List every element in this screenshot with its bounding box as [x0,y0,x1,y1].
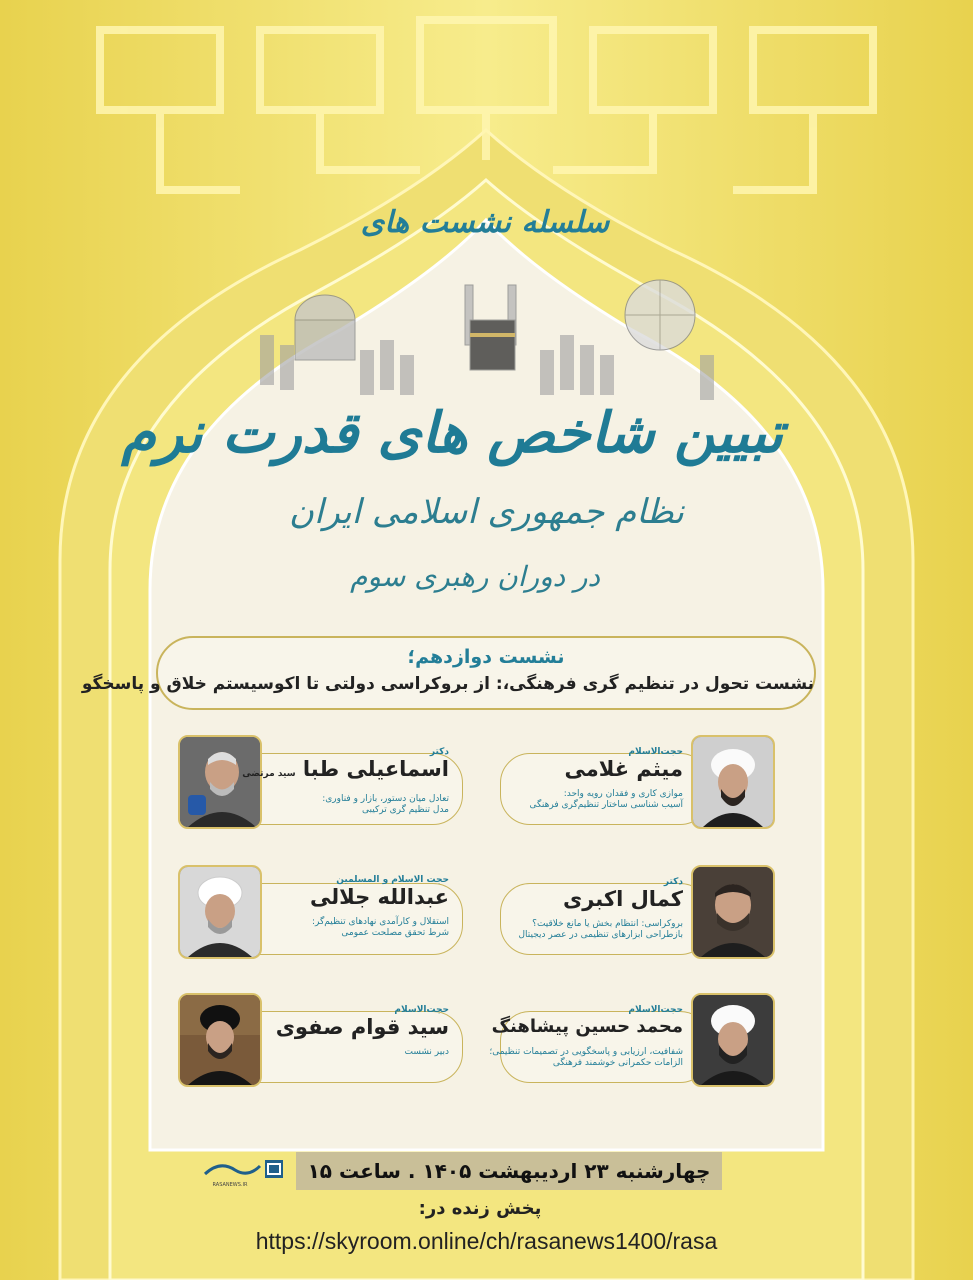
speaker-card [178,865,463,965]
speaker-topic-line-2: شرط تحقق مصلحت عمومی [341,928,449,938]
speaker-photo [691,865,775,959]
session-info-box [81,636,816,710]
date-time-bar: چهارشنبه ۲۳ اردیبهشت ۱۴۰۵ . ساعت ۱۵ [296,1152,722,1190]
speaker-topic-line-1: بروکراسی: انتظام بخش یا مانع خلاقیت؟ [532,919,683,929]
speaker-text [259,1005,449,1058]
speaker-topic-line-1: تعادل میان دستور، بازار و فناوری: [322,794,449,804]
speaker-topic-line-1: شفافیت، ارزیابی و پاسخگویی در تصمیمات تنظیمی؛ [489,1047,683,1057]
main-title: تبیین شاخص های قدرت نرم [121,400,783,466]
speaker-honorific: حجت‌الاسلام [628,1005,683,1015]
speaker-honorific: حجت الاسلام و المسلمین [336,875,449,885]
live-broadcast-label: پخش زنده در: [418,1198,542,1219]
speaker-honorific: دکتر [429,747,449,757]
speaker-text [489,1005,683,1069]
speaker-name: کمال اکبری [562,887,683,911]
speaker-card [500,865,775,965]
speaker-photo [691,993,775,1087]
speaker-card [489,993,775,1093]
speaker-name: میثم غلامی [564,757,683,781]
live-stream-link[interactable]: https://skyroom.online/ch/rasanews1400/rasa [255,1228,718,1254]
speaker-card [500,735,775,835]
series-title: سلسله نشست های [360,205,610,240]
speaker-text [503,747,683,811]
speaker-photo [691,735,775,829]
speaker-text [259,875,449,939]
speaker-name: سید قوام صفوی [275,1015,449,1039]
subtitle-line-1: نظام جمهوری اسلامی ایران [289,492,684,532]
speaker-topic-line-2: الزامات حکمرانی خوشمند فرهنگی [552,1058,683,1068]
session-topic: نشست تحول در تنظیم گری فرهنگی،: از بروکراسی دولتی تا اکوسیستم خلاق و پاسخگو [81,674,814,694]
speaker-role: دبیر نشست [404,1047,449,1057]
session-number: نشست دوازدهم؛ [407,646,565,668]
speaker-card [178,993,463,1093]
speaker-photo [178,865,262,959]
speaker-topic-line-2: آسیب شناسی ساختار تنظیم‌گری فرهنگی [529,800,683,810]
speaker-name-prefix: سید مرتضی [242,769,296,779]
speaker-text [503,877,683,941]
speaker-name [242,757,449,786]
speaker-honorific: حجت‌الاسلام [394,1005,449,1015]
logo-text: RASANEWS.IR [212,1182,248,1188]
speaker-name: عبدالله جلالی [310,885,449,909]
speaker-topic-line-2: بازطراحی ابزارهای تنظیمی در عصر دیجیتال [518,930,683,940]
speaker-topic-line-1: استقلال و کارآمدی نهادهای تنظیم‌گر: [312,917,449,927]
speaker-name: محمد حسین پیشاهنگ [491,1016,683,1037]
speaker-honorific: حجت‌الاسلام [628,747,683,757]
speaker-topic-line-1: موازی کاری و فقدان رویه واحد: [563,789,683,799]
subtitle-line-2: در دوران رهبری سوم [350,560,600,593]
speaker-topic-line-2: مدل تنظیم گری ترکیبی [362,805,449,815]
speaker-card [178,735,463,835]
speaker-honorific: دکتر [663,877,683,887]
speaker-name-main: اسماعیلی طبا [302,757,449,781]
speaker-photo [178,993,262,1087]
speaker-text [242,747,449,816]
